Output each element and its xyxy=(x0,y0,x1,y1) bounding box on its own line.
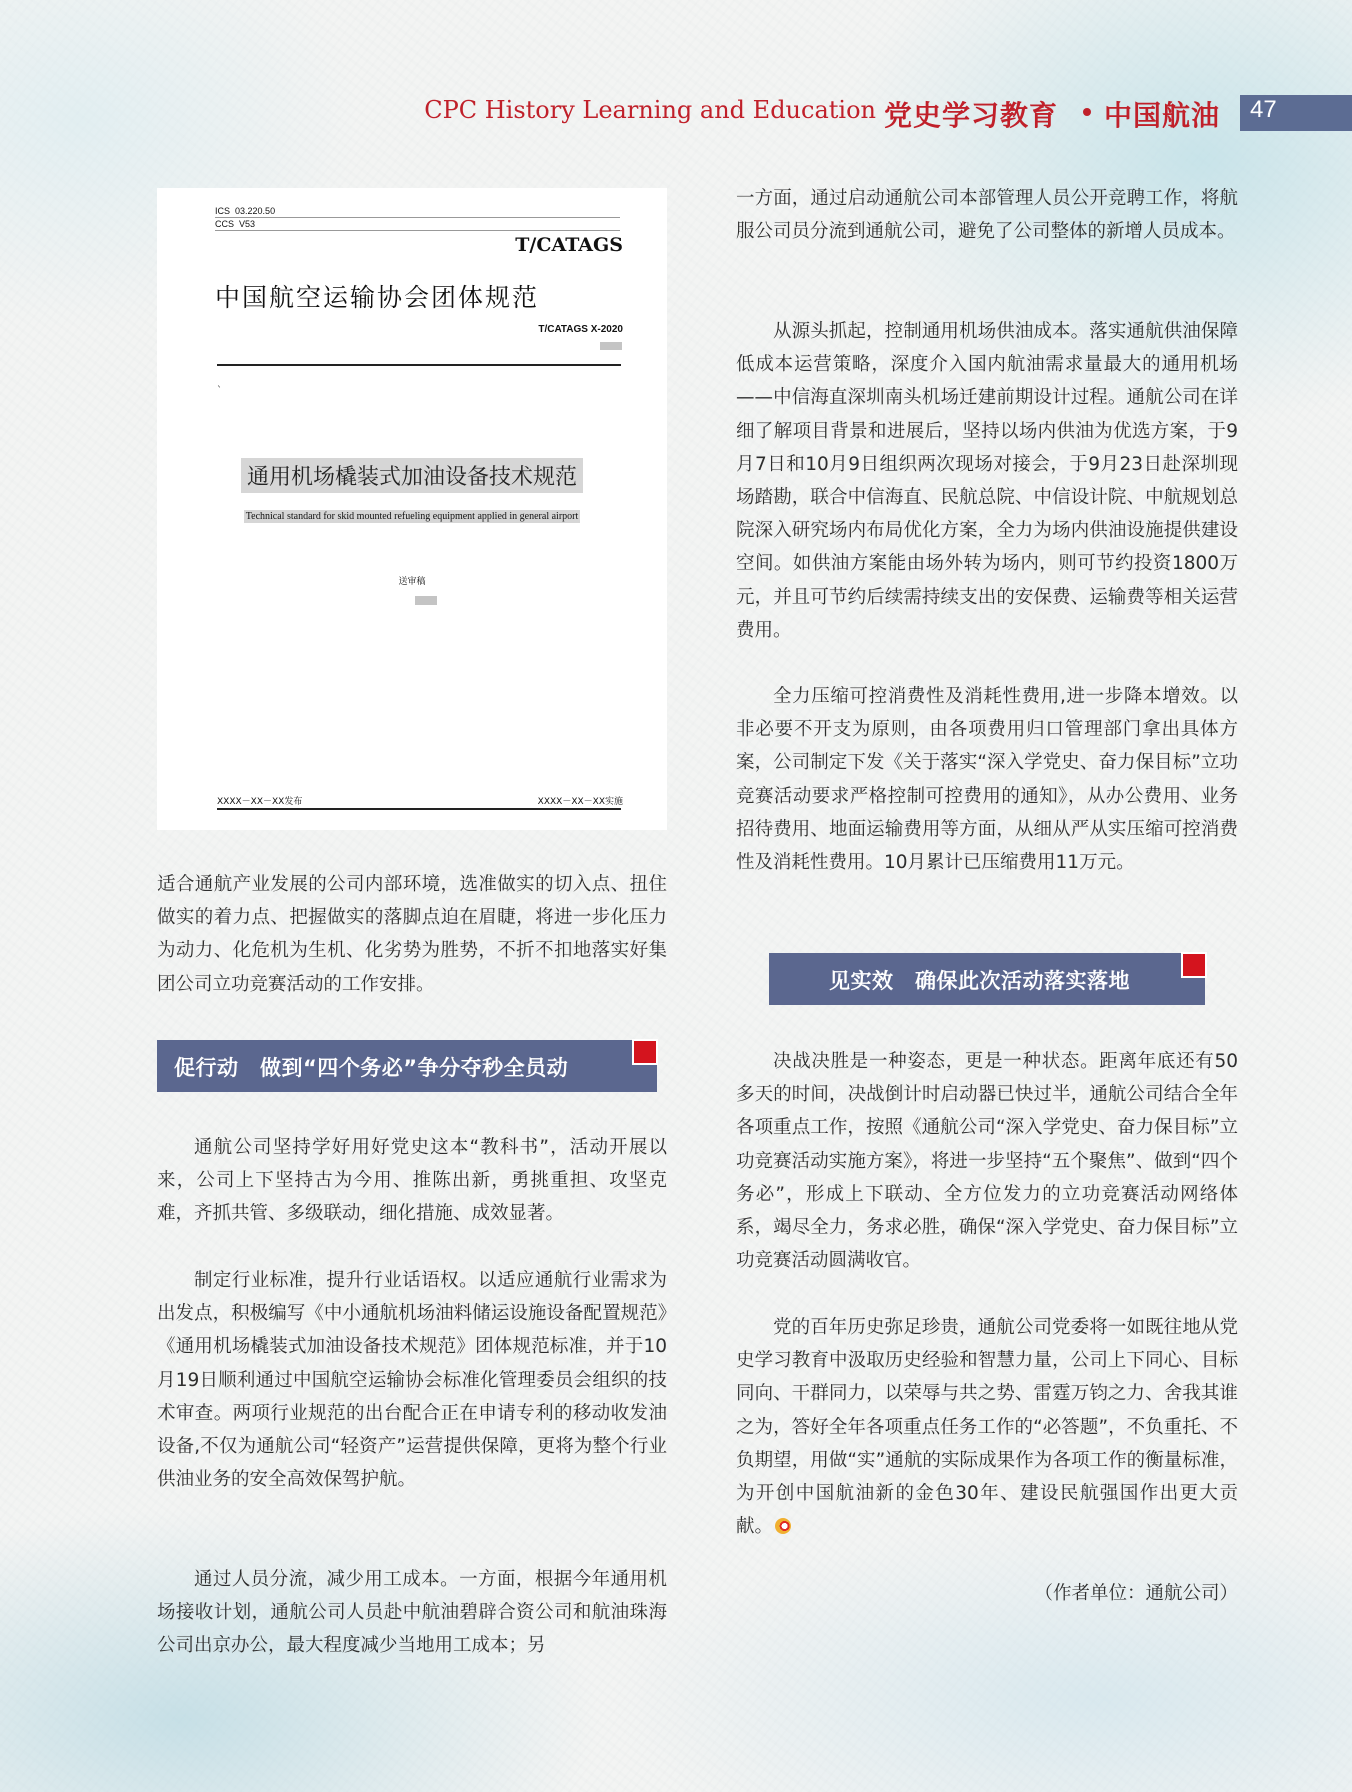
std-org-code: T/CATAGS xyxy=(515,234,623,256)
std-number: T/CATAGS X-2020 xyxy=(538,324,623,335)
std-ics-label: ICS xyxy=(215,206,231,216)
std-draft-label: 送审稿 xyxy=(398,577,426,587)
red-square-icon xyxy=(1181,952,1207,978)
header-chinese-title: 党史学习教育 xyxy=(884,99,1059,132)
red-square-icon xyxy=(632,1039,658,1065)
std-ccs-label: CCS xyxy=(215,219,235,229)
paragraph: 决战决胜是一种姿态，更是一种状态。距离年底还有50多天的时间，决战倒计时启动器已快过半，通航公司结合全年各项重点工作，按照《通航公司“深入学党史、奋力保目标”立功竞赛活动实施方案》，将进一步坚持“五个聚焦”、做到“四个务必”，形成上下联动、全方位发力的立功竞赛活动网络体系，竭尽全力，务求必胜，确保“深入学党史、奋力保目标”立功竞赛活动圆满收官。 xyxy=(736,1051,1238,1272)
header-publication: 中国航油 xyxy=(1104,99,1221,132)
std-publish-date: XXXX－XX－XX发布 xyxy=(217,797,303,807)
author-note: （作者单位：通航公司） xyxy=(1034,1583,1238,1604)
section-heading-text: 促行动 做到“四个务必”争分夺秒全员动 xyxy=(174,1056,569,1080)
paragraph: 通航公司坚持学好用好党史这本“教科书”，活动开展以来，公司上下坚持古为今用、推陈出新，勇挑重担、攻坚克难，齐抓共管、多级联动，细化措施、成效显著。 xyxy=(157,1137,667,1225)
cnaf-logo-icon xyxy=(775,1518,791,1534)
paragraph: 全力压缩可控消费性及消耗性费用,进一步降本增效。以非必要不开支为原则，由各项费用归口管理部门拿出具体方案，公司制定下发《关于落实“深入学党史、奋力保目标”立功竞赛活动要求严格控制可控费用的通知》，从办公费用、业务招待费用、地面运输费用等方面，从细从严从实压缩可控消费性及消耗性费用。10月累计已压缩费用11万元。 xyxy=(736,686,1238,874)
page-header xyxy=(0,92,1352,132)
intro-paragraph: 适合通航产业发展的公司内部环境，选准做实的切入点、扭住做实的着力点、把握做实的落脚点迫在眉睫，将进一步化压力为动力、化危机为生机、化劣势为胜势，不折不扣地落实好集团公司立功竞赛活动的工作安排。 xyxy=(157,874,667,995)
header-english-title: CPC History Learning and Education xyxy=(424,96,876,124)
std-classification-codes xyxy=(215,205,620,231)
std-ccs-code: V53 xyxy=(239,219,256,229)
std-name-en-text: Technical standard for skid mounted refueling equipment applied in general airport xyxy=(245,511,579,522)
std-implement-date: XXXX－XX－XX实施 xyxy=(537,797,623,807)
std-title: 中国航空运输协会团体规范 xyxy=(215,283,540,312)
paragraph: 通过人员分流，减少用工成本。一方面，根据今年通用机场接收计划，通航公司人员赴中航油碧辟合资公司和航油珠海公司出京办公，最大程度减少当地用工成本；另 xyxy=(157,1569,667,1657)
header-dot-icon xyxy=(1083,108,1091,116)
std-redacted-box xyxy=(415,596,437,605)
std-name-cn xyxy=(157,458,667,493)
std-tick-mark: ` xyxy=(217,386,222,397)
std-top-rule xyxy=(217,364,621,366)
standard-document-image xyxy=(157,188,667,830)
std-redacted-box xyxy=(600,342,622,350)
std-name-en xyxy=(157,504,667,523)
paragraph-continued: 一方面，通过启动通航公司本部管理人员公开竞聘工作，将航服公司员分流到通航公司，避免了公司整体的新增人员成本。 xyxy=(736,188,1238,243)
std-name-cn-text: 通用机场橇装式加油设备技术规范 xyxy=(241,458,583,493)
closing-paragraph xyxy=(736,1311,1238,1543)
section-heading-bar xyxy=(769,953,1205,1005)
paragraph: 制定行业标准，提升行业话语权。以适应通航行业需求为出发点，积极编写《中小通航机场油料储运设施设备配置规范》《通用机场橇装式加油设备技术规范》团体规范标准，并于10月19日顺利通过中国航空运输协会标准化管理委员会组织的技术审查。两项行业规范的出台配合正在申请专利的移动收发油设备,不仅为通航公司“轻资产”运营提供保障，更将为整个行业供油业务的安全高效保驾护航。 xyxy=(157,1270,667,1491)
std-bottom-rule xyxy=(217,808,621,810)
std-ics-code: 03.220.50 xyxy=(235,206,276,216)
section-heading-bar xyxy=(157,1040,657,1092)
page-number: 47 xyxy=(1250,96,1277,123)
section-heading-text: 见实效 确保此次活动落实落地 xyxy=(829,969,1130,993)
closing-paragraph-text: 党的百年历史弥足珍贵，通航公司党委将一如既往地从党史学习教育中汲取历史经验和智慧力量，公司上下同心、目标同向、干群同力，以荣辱与共之势、雷霆万钧之力、舍我其谁之为，答好全年各项重点任务工作的“必答题”，不负重托、不负期望，用做“实”通航的实际成果作为各项工作的衡量标准，为开创中国航油新的金色30年、建设民航强国作出更大贡献。 xyxy=(736,1317,1238,1538)
paragraph: 从源头抓起，控制通用机场供油成本。落实通航供油保障低成本运营策略，深度介入国内航油需求量最大的通用机场——中信海直深圳南头机场迁建前期设计过程。通航公司在详细了解项目背景和进展后，坚持以场内供油为优选方案，于9月7日和10月9日组织两次现场对接会，于9月23日赴深圳现场踏勘，联合中信海直、民航总院、中信设计院、中航规划总院深入研究场内布局优化方案，全力为场内供油设施提供建设空间。如供油方案能由场外转为场内，则可节约投资1800万元，并且可节约后续需持续支出的安保费、运输费等相关运营费用。 xyxy=(736,321,1238,641)
